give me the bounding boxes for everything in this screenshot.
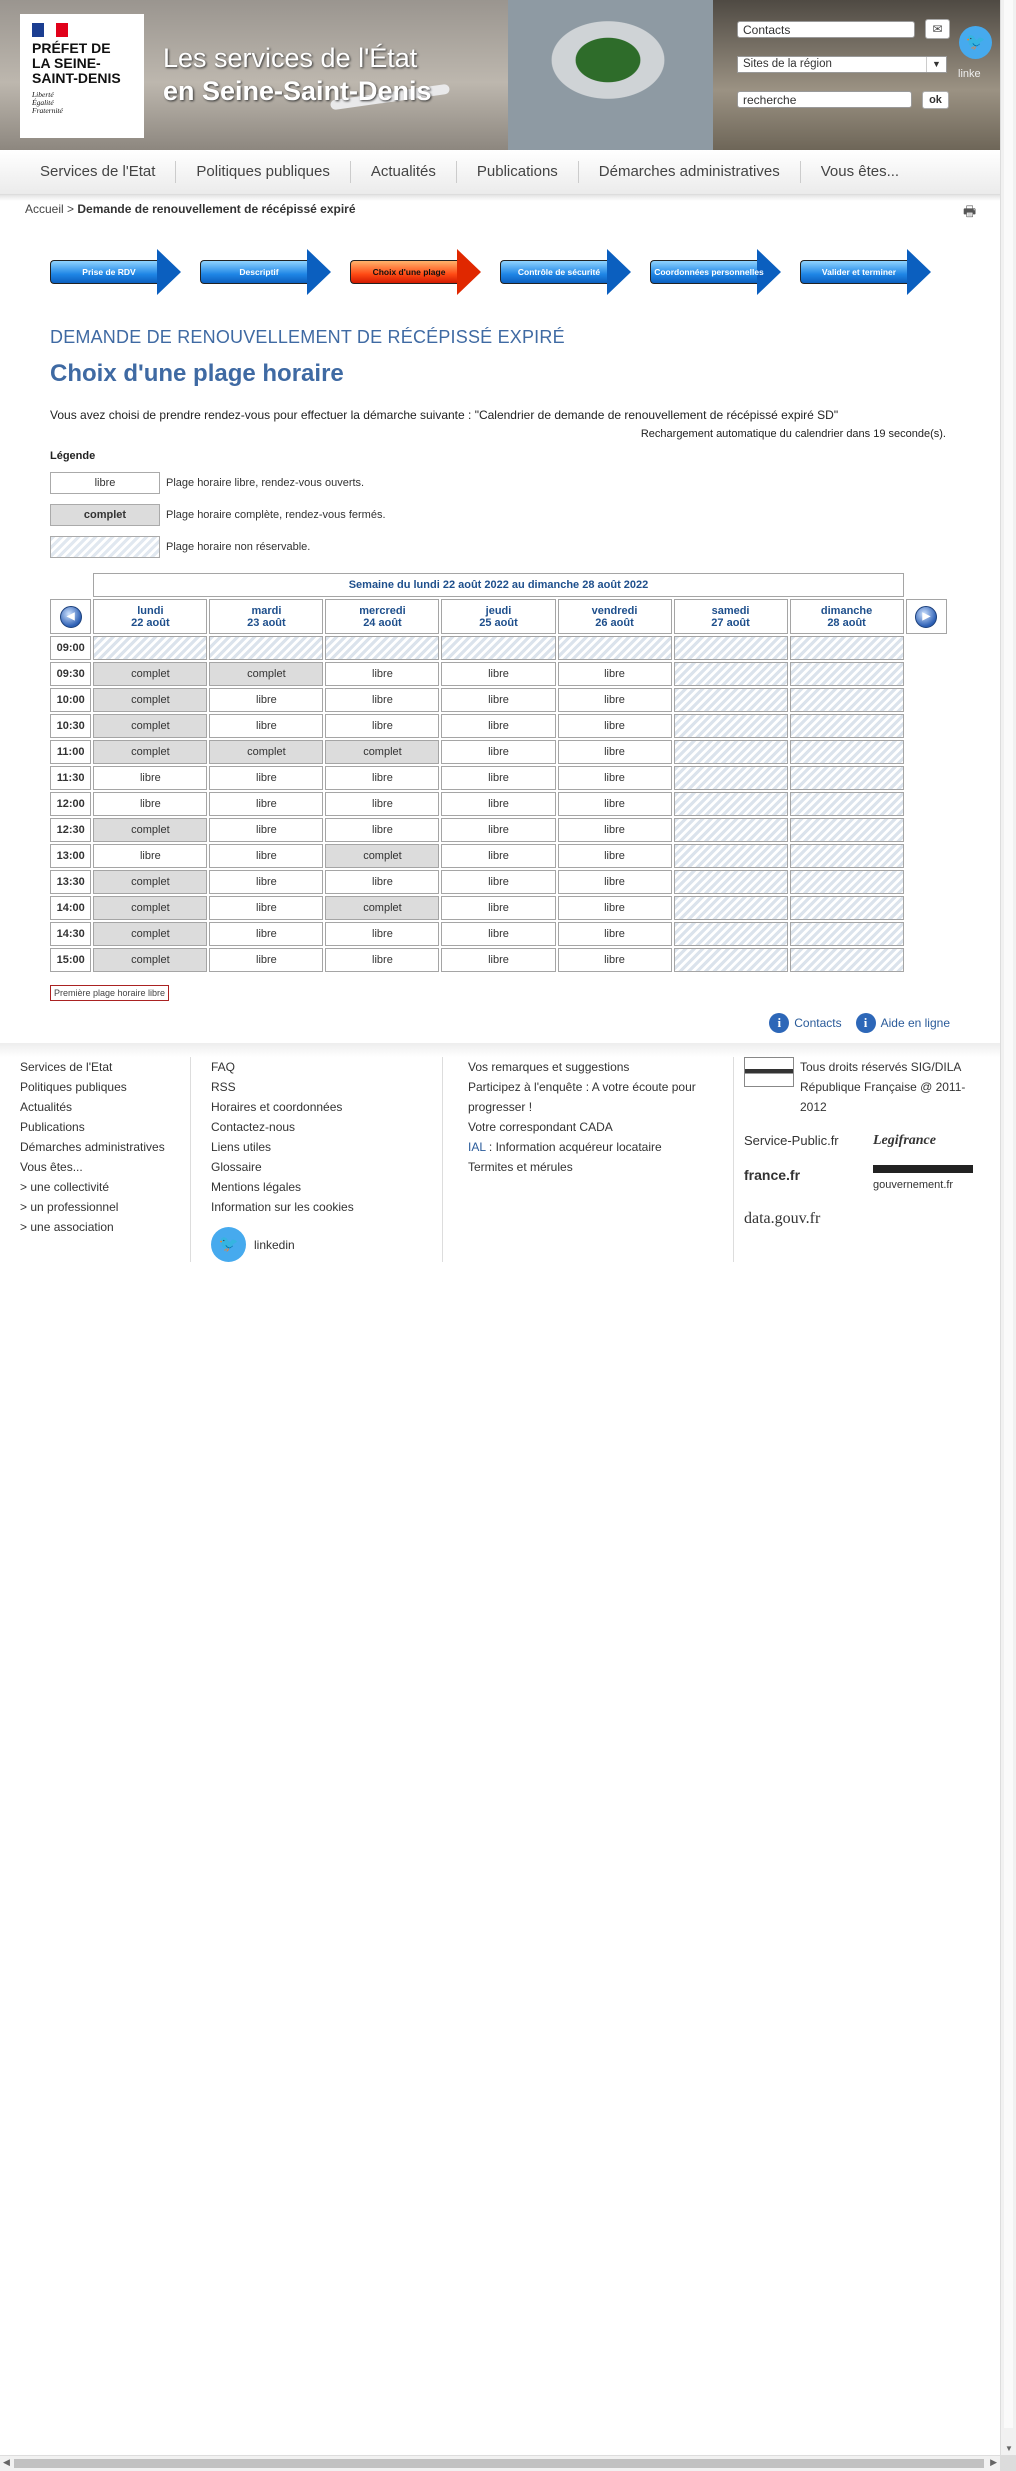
slot-libre[interactable]: libre: [93, 792, 207, 816]
slot-non-reservable: [674, 948, 788, 972]
slot-complet: complet: [325, 844, 439, 868]
data-gouv-logo[interactable]: data.gouv.fr: [744, 1210, 821, 1227]
slot-libre[interactable]: libre: [441, 740, 555, 764]
time-label: 09:00: [50, 636, 91, 660]
slot-libre[interactable]: libre: [558, 740, 672, 764]
slot-complet: complet: [93, 948, 207, 972]
intro-text: Vous avez choisi de prendre rendez-vous pour effectuer la démarche suivante : "Calendrier de demande de renouvellement de récépissé expiré SD": [50, 408, 839, 422]
footer-col-nav: [20, 1057, 190, 1262]
slot-libre[interactable]: libre: [93, 844, 207, 868]
slot-non-reservable: [790, 922, 904, 946]
slot-complet: complet: [93, 818, 207, 842]
slot-non-reservable: [790, 636, 904, 660]
calendar-row: [50, 896, 947, 920]
footer-ial: IAL : Information acquéreur locataire: [468, 1140, 662, 1154]
mail-icon[interactable]: ✉: [925, 19, 950, 39]
calendar-row: [50, 636, 947, 660]
nav-publications[interactable]: Publications: [457, 161, 579, 183]
slot-complet: complet: [93, 870, 207, 894]
calendar-row: [50, 870, 947, 894]
slot-non-reservable: [790, 896, 904, 920]
slot-libre[interactable]: libre: [558, 688, 672, 712]
slot-non-reservable: [325, 636, 439, 660]
help-aide-link[interactable]: i Aide en ligne: [856, 1013, 950, 1033]
contacts-link[interactable]: Contacts: [737, 21, 915, 38]
time-label: 10:00: [50, 688, 91, 712]
slot-complet: complet: [325, 740, 439, 764]
slot-libre[interactable]: libre: [441, 792, 555, 816]
legend-text-non-reservable: Plage horaire non réservable.: [166, 541, 311, 553]
calendar-week-row: [50, 573, 947, 597]
calendar-row: [50, 818, 947, 842]
footer-link[interactable]: > un professionnel: [20, 1200, 119, 1214]
day-header: mercredi 24 août: [325, 599, 439, 634]
slot-libre[interactable]: libre: [325, 714, 439, 738]
slot-non-reservable: [674, 714, 788, 738]
time-label: 14:00: [50, 896, 91, 920]
time-label: 09:30: [50, 662, 91, 686]
slot-libre[interactable]: libre: [558, 922, 672, 946]
sites-region-select[interactable]: [737, 56, 947, 73]
footer-link[interactable]: Information sur les cookies: [211, 1200, 354, 1214]
slot-libre[interactable]: libre: [325, 948, 439, 972]
slot-complet: complet: [325, 896, 439, 920]
day-header: lundi 22 août: [93, 599, 207, 634]
slot-libre[interactable]: libre: [209, 688, 323, 712]
slot-libre[interactable]: libre: [558, 844, 672, 868]
slot-libre[interactable]: libre: [325, 792, 439, 816]
breadcrumb-current: Demande de renouvellement de récépissé expiré: [77, 202, 356, 216]
footer-divider: [0, 1043, 1000, 1057]
slot-non-reservable: [674, 636, 788, 660]
footer-link[interactable]: Participez à l'enquête : A votre écoute pour progresser !: [468, 1080, 696, 1114]
chevron-down-icon: ▼: [926, 57, 946, 72]
slot-non-reservable: [790, 662, 904, 686]
slot-non-reservable: [93, 636, 207, 660]
nav-actualites[interactable]: Actualités: [351, 161, 457, 183]
calendar-row: [50, 740, 947, 764]
calendar-row: [50, 948, 947, 972]
footer-link[interactable]: Vos remarques et suggestions: [468, 1060, 630, 1074]
gouvernement-logo[interactable]: gouvernement.fr: [873, 1165, 973, 1195]
footer-link[interactable]: > une association: [20, 1220, 114, 1234]
footer-link[interactable]: Horaires et coordonnées: [211, 1100, 343, 1114]
footer-link[interactable]: > une collectivité: [20, 1180, 110, 1194]
flag-icon: [32, 23, 68, 37]
demarche-title: DEMANDE DE RENOUVELLEMENT DE RÉCÉPISSÉ EXPIRÉ: [50, 327, 565, 347]
slot-non-reservable: [558, 636, 672, 660]
slot-non-reservable: [209, 636, 323, 660]
footer-link[interactable]: Contactez-nous: [211, 1120, 296, 1134]
slot-libre[interactable]: libre: [558, 896, 672, 920]
slot-complet: complet: [93, 896, 207, 920]
legifrance-logo[interactable]: Legifrance: [873, 1133, 936, 1148]
prev-week-button[interactable]: [50, 599, 91, 634]
search-ok-button[interactable]: ok: [922, 91, 949, 109]
step-valider: Valider et terminer: [800, 249, 932, 295]
slot-non-reservable: [790, 688, 904, 712]
reload-countdown: Rechargement automatique du calendrier dans 19 seconde(s).: [640, 428, 946, 440]
next-week-button[interactable]: [906, 599, 947, 634]
slot-non-reservable: [441, 636, 555, 660]
slot-non-reservable: [790, 870, 904, 894]
legend-box-libre: libre: [50, 472, 160, 494]
site-title-line2: en Seine-Saint-Denis: [163, 76, 432, 106]
footer-link[interactable]: Votre correspondant CADA: [468, 1120, 613, 1134]
legend-title: Légende: [50, 450, 96, 462]
slot-libre[interactable]: libre: [441, 896, 555, 920]
vertical-scrollbar[interactable]: [1000, 0, 1016, 2455]
time-label: 12:00: [50, 792, 91, 816]
slot-non-reservable: [790, 766, 904, 790]
logo-motto: Liberté Égalité Fraternité: [32, 90, 63, 115]
nav-demarches[interactable]: Démarches administratives: [579, 161, 801, 183]
calendar-row: [50, 766, 947, 790]
legend-row-non-reservable: [50, 536, 950, 558]
footer-link[interactable]: Politiques publiques: [20, 1080, 127, 1094]
france-fr-logo[interactable]: france.fr: [744, 1167, 801, 1183]
slot-libre[interactable]: libre: [325, 766, 439, 790]
day-header: samedi 27 août: [674, 599, 788, 634]
slot-non-reservable: [790, 714, 904, 738]
footer-link[interactable]: Actualités: [20, 1100, 73, 1114]
slot-libre[interactable]: libre: [558, 870, 672, 894]
slot-libre[interactable]: libre: [558, 792, 672, 816]
scroll-right-icon[interactable]: ▶: [990, 2457, 997, 2467]
scroll-down-icon[interactable]: ▼: [1005, 2444, 1013, 2453]
footer: [0, 1057, 1000, 1262]
footer-link[interactable]: Services de l'Etat: [20, 1060, 113, 1074]
info-icon: i: [769, 1013, 789, 1033]
calendar-row: [50, 844, 947, 868]
nav-politiques[interactable]: Politiques publiques: [176, 161, 350, 183]
partner-logos-row: [744, 1131, 983, 1151]
slot-libre[interactable]: libre: [209, 818, 323, 842]
slot-libre[interactable]: libre: [558, 948, 672, 972]
republique-francaise-logo: [744, 1057, 794, 1087]
slot-non-reservable: [790, 844, 904, 868]
search-input[interactable]: recherche: [737, 91, 912, 108]
footer-link[interactable]: Démarches administratives: [20, 1140, 165, 1154]
time-label: 11:00: [50, 740, 91, 764]
header-banner: [0, 0, 1000, 150]
slot-libre[interactable]: libre: [441, 844, 555, 868]
slot-libre[interactable]: libre: [441, 688, 555, 712]
slot-libre[interactable]: libre: [558, 662, 672, 686]
calendar-row: [50, 922, 947, 946]
page-title: Choix d'une plage horaire: [50, 360, 344, 387]
linkedin-icon[interactable]: linkedin: [254, 1237, 295, 1252]
footer-link[interactable]: Mentions légales: [211, 1180, 302, 1194]
step-prise-rdv: Prise de RDV: [50, 249, 182, 295]
nav-services[interactable]: Services de l'Etat: [20, 161, 176, 183]
main-nav: [0, 150, 1000, 195]
calendar-row: [50, 792, 947, 816]
footer-link[interactable]: Vous êtes...: [20, 1160, 83, 1174]
slot-libre[interactable]: libre: [209, 766, 323, 790]
sites-region-value: Sites de la région: [743, 58, 832, 70]
scrollbar-corner: [1000, 2455, 1016, 2471]
footer-link[interactable]: Glossaire: [211, 1160, 262, 1174]
time-label: 15:00: [50, 948, 91, 972]
partner-logos-row: [744, 1209, 983, 1229]
legend-row-complet: [50, 504, 950, 526]
slot-non-reservable: [674, 896, 788, 920]
slot-non-reservable: [674, 792, 788, 816]
slot-complet: complet: [93, 922, 207, 946]
day-header: dimanche 28 août: [790, 599, 904, 634]
step-choix-plage: Choix d'une plage: [350, 249, 482, 295]
slot-non-reservable: [674, 740, 788, 764]
linkedin-icon[interactable]: linke: [958, 68, 981, 80]
footer-col-contact: [442, 1057, 733, 1262]
legend-box-complet: complet: [50, 504, 160, 526]
legend-row-libre: [50, 472, 950, 494]
footer-col-info: [190, 1057, 442, 1262]
slot-complet: complet: [209, 662, 323, 686]
slot-non-reservable: [674, 766, 788, 790]
footer-link[interactable]: Termites et mérules: [468, 1160, 573, 1174]
slot-complet: complet: [93, 688, 207, 712]
logo-text: PRÉFET DE LA SEINE-SAINT-DENIS: [32, 40, 121, 86]
breadcrumb-separator: >: [67, 202, 75, 216]
time-label: 14:30: [50, 922, 91, 946]
first-free-slot-button[interactable]: Première plage horaire libre: [50, 985, 169, 1001]
print-icon[interactable]: 🖶: [963, 203, 977, 219]
calendar-table: [48, 571, 949, 974]
slot-libre[interactable]: libre: [209, 870, 323, 894]
slot-libre[interactable]: libre: [441, 818, 555, 842]
footer-col-logos: [733, 1057, 993, 1262]
slot-libre[interactable]: libre: [558, 818, 672, 842]
slot-non-reservable: [674, 818, 788, 842]
time-label: 11:30: [50, 766, 91, 790]
footer-link[interactable]: Liens utiles: [211, 1140, 272, 1154]
breadcrumb-home[interactable]: Accueil: [25, 202, 64, 216]
prefecture-logo[interactable]: [20, 14, 144, 138]
slot-non-reservable: [674, 688, 788, 712]
service-public-logo[interactable]: Service-Public.fr: [744, 1133, 839, 1148]
legend-text-complet: Plage horaire complète, rendez-vous fermés.: [166, 509, 386, 521]
step-controle-securite: Contrôle de sécurité: [500, 249, 632, 295]
slot-libre[interactable]: libre: [209, 792, 323, 816]
time-label: 10:30: [50, 714, 91, 738]
slot-libre[interactable]: libre: [325, 870, 439, 894]
footer-rights: [744, 1057, 983, 1117]
day-header: mardi 23 août: [209, 599, 323, 634]
nav-vous-etes[interactable]: Vous êtes...: [820, 163, 900, 180]
time-label: 12:30: [50, 818, 91, 842]
day-header: jeudi 25 août: [441, 599, 555, 634]
slot-non-reservable: [790, 948, 904, 972]
footer-link[interactable]: RSS: [211, 1080, 236, 1094]
slot-non-reservable: [674, 870, 788, 894]
breadcrumb: [0, 201, 1000, 225]
slot-libre[interactable]: libre: [441, 714, 555, 738]
info-icon: i: [856, 1013, 876, 1033]
day-header: vendredi 26 août: [558, 599, 672, 634]
slot-non-reservable: [674, 662, 788, 686]
twitter-icon[interactable]: 🐦: [959, 26, 992, 59]
calendar-days-row: [50, 599, 947, 634]
time-label: 13:30: [50, 870, 91, 894]
calendar-row: [50, 714, 947, 738]
footer-link[interactable]: Publications: [20, 1120, 85, 1134]
slot-libre[interactable]: libre: [558, 714, 672, 738]
banner-stadium-photo: [508, 0, 713, 150]
step-coordonnees: Coordonnées personnelles: [650, 249, 782, 295]
slot-libre[interactable]: libre: [209, 948, 323, 972]
scroll-left-icon[interactable]: ◀: [3, 2457, 10, 2467]
slot-libre[interactable]: libre: [325, 662, 439, 686]
ial-link[interactable]: IAL: [468, 1140, 486, 1154]
slot-libre[interactable]: libre: [325, 922, 439, 946]
slot-libre[interactable]: libre: [325, 818, 439, 842]
slot-libre[interactable]: libre: [441, 662, 555, 686]
slot-libre[interactable]: libre: [441, 870, 555, 894]
slot-libre[interactable]: libre: [441, 766, 555, 790]
slot-complet: complet: [209, 740, 323, 764]
legend-box-non-reservable: [50, 536, 160, 558]
calendar-row: [50, 688, 947, 712]
previous-arrow-icon: ◀: [60, 606, 82, 628]
help-links: [50, 1013, 950, 1033]
step-descriptif: Descriptif: [200, 249, 332, 295]
rights-text: Tous droits réservés SIG/DILA République Française @ 2011-2012: [800, 1060, 966, 1114]
calendar-row: [50, 662, 947, 686]
slot-non-reservable: [674, 844, 788, 868]
slot-complet: complet: [93, 740, 207, 764]
footer-social: [211, 1227, 432, 1262]
slot-libre[interactable]: libre: [441, 948, 555, 972]
next-arrow-icon: ▶: [915, 606, 937, 628]
twitter-icon[interactable]: 🐦: [211, 1227, 246, 1262]
week-label: Semaine du lundi 22 août 2022 au dimanche 28 août 2022: [93, 573, 903, 597]
slot-libre[interactable]: libre: [209, 922, 323, 946]
slot-complet: complet: [93, 662, 207, 686]
slot-libre[interactable]: libre: [209, 714, 323, 738]
legend-text-libre: Plage horaire libre, rendez-vous ouverts.: [166, 477, 365, 489]
slot-non-reservable: [790, 792, 904, 816]
slot-libre[interactable]: libre: [93, 766, 207, 790]
site-title-line1: Les services de l'État: [163, 43, 418, 73]
slot-non-reservable: [790, 818, 904, 842]
calendar-body: [50, 636, 947, 972]
slot-libre[interactable]: libre: [441, 922, 555, 946]
help-contacts-link[interactable]: i Contacts: [769, 1013, 841, 1033]
slot-libre[interactable]: libre: [209, 844, 323, 868]
footer-link[interactable]: FAQ: [211, 1060, 236, 1074]
main-content: [0, 327, 1000, 1033]
horizontal-scrollbar[interactable]: [0, 2455, 1000, 2471]
time-label: 13:00: [50, 844, 91, 868]
slot-non-reservable: [790, 740, 904, 764]
slot-complet: complet: [93, 714, 207, 738]
slot-libre[interactable]: libre: [209, 896, 323, 920]
slot-libre[interactable]: libre: [558, 766, 672, 790]
partner-logos-row: [744, 1165, 983, 1195]
step-progress: [0, 249, 1000, 309]
slot-non-reservable: [674, 922, 788, 946]
site-title[interactable]: [163, 42, 432, 108]
slot-libre[interactable]: libre: [325, 688, 439, 712]
